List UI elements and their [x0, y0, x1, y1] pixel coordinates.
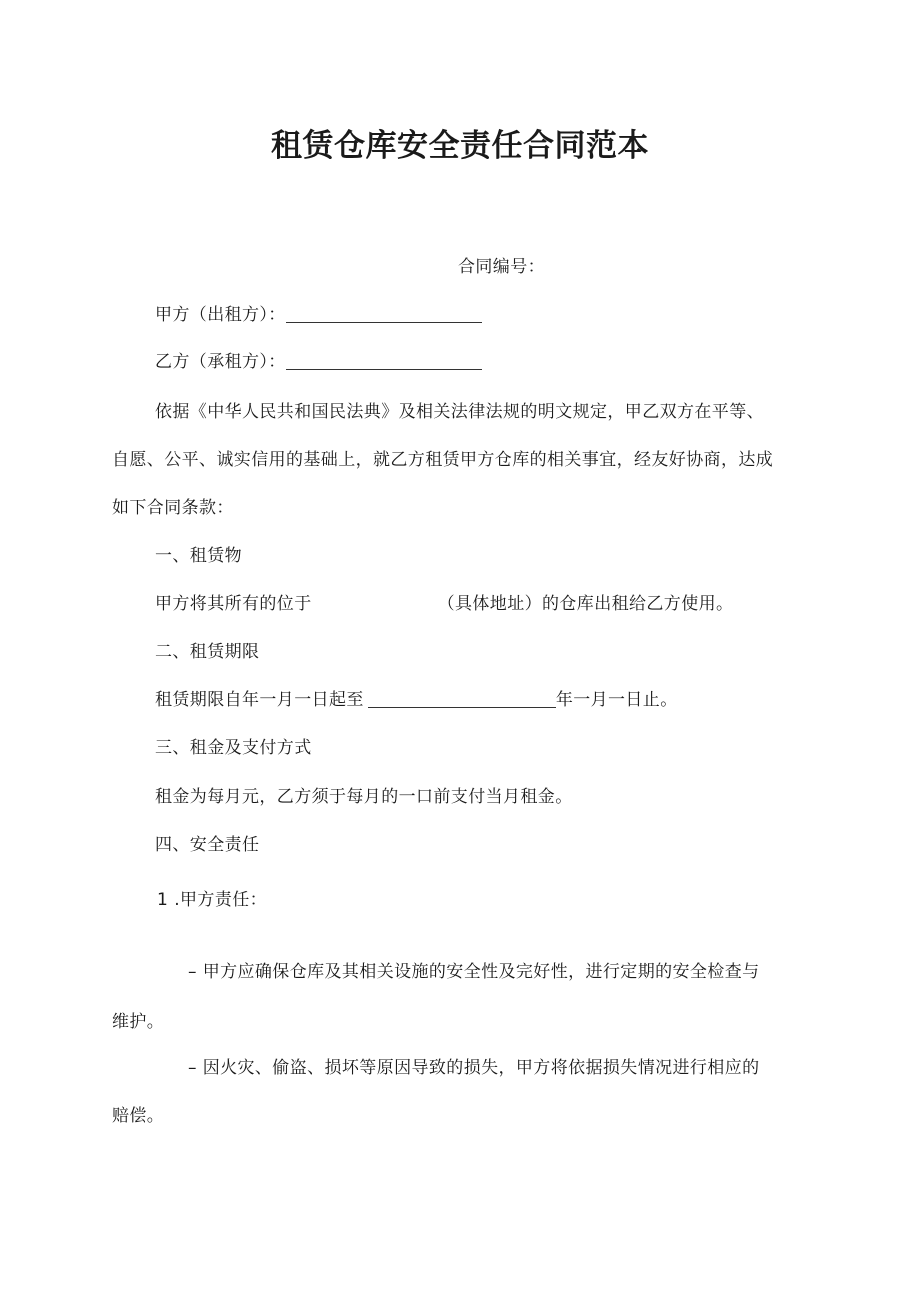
- end-date-blank: [368, 689, 556, 708]
- party-b-blank: [286, 351, 482, 370]
- bullet-2-line-1: – 因火灾、偷盗、损坏等原因导致的损失，甲方将依据损失情况进行相应的: [188, 1058, 760, 1078]
- section-1-text-end: （具体地址）的仓库出租给乙方使用。: [437, 594, 734, 614]
- item-1-label: .甲方责任：: [174, 890, 268, 910]
- section-1-text: [155, 592, 733, 616]
- intro-paragraph-line-3: 如下合同条款：: [112, 498, 234, 518]
- section-4-item-1: [157, 888, 267, 912]
- section-2-text: [155, 688, 678, 712]
- intro-paragraph-line-2: 自愿、公平、诚实信用的基础上，就乙方租赁甲方仓库的相关事宜，经友好协商，达成: [112, 450, 774, 470]
- party-b-line: [155, 350, 482, 374]
- party-b-label: 乙方（承租方）：: [155, 352, 286, 372]
- bullet-1-line-1: – 甲方应确保仓库及其相关设施的安全性及完好性，进行定期的安全检查与: [188, 962, 760, 982]
- party-a-blank: [286, 304, 482, 323]
- bullet-1-line-2: 维护。: [112, 1012, 165, 1032]
- party-a-line: [155, 303, 482, 327]
- section-1-heading: 一、租赁物: [155, 546, 242, 566]
- section-3-text: 租金为每月元，乙方须于每月的一口前支付当月租金。: [155, 787, 573, 807]
- section-2-text-end: 年一月一日止。: [555, 690, 678, 710]
- section-2-heading: 二、租赁期限: [155, 642, 260, 662]
- intro-paragraph-line-1: 依据《中华人民共和国民法典》及相关法律法规的明文规定，甲乙双方在平等、: [155, 402, 764, 422]
- contract-number-label: 合同编号：: [458, 257, 545, 277]
- section-2-text-start: 租赁期限自年一月一日起至: [155, 690, 364, 710]
- item-1-number: 1: [157, 890, 169, 910]
- party-a-label: 甲方（出租方）：: [155, 305, 286, 325]
- bullet-2-line-2: 赔偿。: [112, 1106, 165, 1126]
- section-4-heading: 四、安全责任: [155, 835, 260, 855]
- section-3-heading: 三、租金及支付方式: [155, 738, 312, 758]
- section-1-text-start: 甲方将其所有的位于: [155, 594, 312, 614]
- document-title: 租赁仓库安全责任合同范本: [271, 128, 649, 164]
